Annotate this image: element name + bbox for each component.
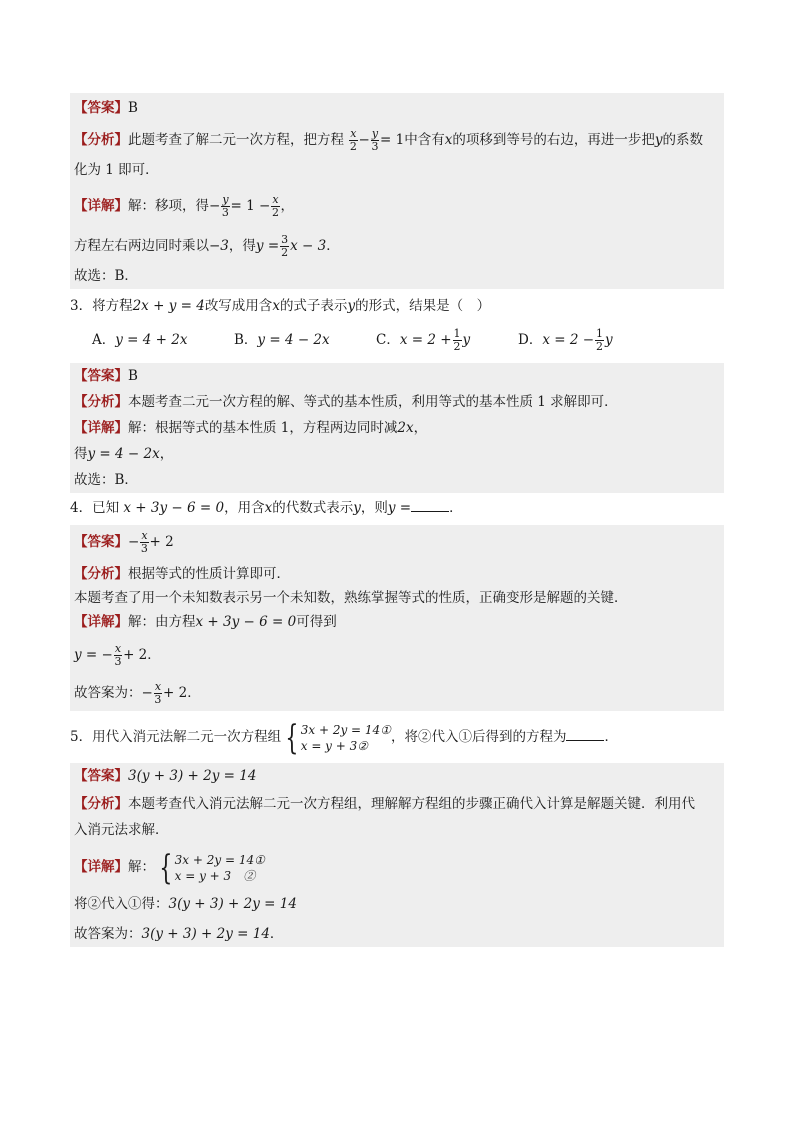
fraction: $\frac{1}{2}$ bbox=[596, 327, 604, 353]
equation-system: { 3x + 2y = 14① x = y + 3② bbox=[285, 717, 391, 758]
analysis-line-2: 本题考查了用一个未知数表示另一个未知数，熟练掌握等式的性质，正确变形是解题的关键． bbox=[74, 590, 628, 606]
fraction: $\frac{y}{3}$ bbox=[221, 193, 229, 219]
answer-line: 【答案】− $\frac{x}{3}$ + 2 bbox=[74, 529, 174, 555]
fraction: $\frac{x}{3}$ bbox=[154, 680, 162, 706]
equation-system: { 3x + 2y = 14① x = y + 3 ② bbox=[159, 847, 265, 888]
detail-line: 【详解】解：由方程x + 3y − 6 = 0可得到 bbox=[74, 614, 337, 630]
option-d: D．x = 2 − $\frac{1}{2}$ y bbox=[518, 327, 613, 353]
answer-line: 【答案】B bbox=[74, 368, 138, 384]
fraction: $\frac{x}{2}$ bbox=[349, 127, 357, 153]
result-line: y = − $\frac{x}{3}$ + 2． bbox=[74, 642, 161, 668]
result-line: 得y = 4 − 2x， bbox=[74, 446, 174, 462]
fraction: $\frac{x}{3}$ bbox=[114, 642, 122, 668]
question-3-stem: 3．将方程2x + y = 4改写成用含x的式子表示y的形式，结果是（ ） bbox=[70, 298, 491, 314]
fraction: $\frac{1}{2}$ bbox=[453, 327, 461, 353]
fraction: $\frac{x}{2}$ bbox=[271, 193, 279, 219]
analysis-line-2: 化为 1 即可． bbox=[74, 162, 159, 178]
question-4-stem: 4．已知 x + 3y − 6 = 0，用含x的代数式表示y，则y = ． bbox=[70, 500, 463, 516]
detail-line: 【详解】解：根据等式的基本性质 1，方程两边同时减2x， bbox=[74, 420, 428, 436]
question-5-stem: 5．用代入消元法解二元一次方程组 { 3x + 2y = 14① x = y + 3② ，将②代入①后得到的方程为 ． bbox=[70, 717, 618, 758]
detail-line: 【详解】解：移项，得− $\frac{y}{3}$ = 1 − $\frac{x}{2}$ ， bbox=[74, 193, 295, 219]
final-line: 故答案为：3(y + 3) + 2y = 14． bbox=[74, 926, 284, 942]
answer-line: 【答案】3(y + 3) + 2y = 14 bbox=[74, 768, 257, 784]
detail-line: 【详解】解： { 3x + 2y = 14① x = y + 3 ② bbox=[74, 847, 265, 888]
step-line: 方程左右两边同时乘以−3，得y = $\frac{3}{2}$ x − 3． bbox=[74, 233, 340, 259]
answer-tag: 【答案】 bbox=[74, 100, 128, 116]
choose-line: 故选：B． bbox=[74, 268, 138, 284]
solution-block-q3 bbox=[70, 363, 724, 493]
option-b: B．y = 4 − 2x bbox=[234, 332, 330, 348]
analysis-line: 【分析】根据等式的性质计算即可． bbox=[74, 566, 290, 582]
option-a: A．y = 4 + 2x bbox=[92, 332, 188, 348]
fraction: $\frac{x}{3}$ bbox=[140, 529, 148, 555]
fraction: $\frac{y}{3}$ bbox=[371, 127, 379, 153]
substitution-line: 将②代入①得：3(y + 3) + 2y = 14 bbox=[74, 896, 297, 912]
solution-block-q4 bbox=[70, 525, 724, 711]
final-line: 故答案为：− $\frac{x}{3}$ + 2． bbox=[74, 680, 201, 706]
answer-line bbox=[74, 97, 720, 119]
analysis-line: 【分析】本题考查代入消元法解二元一次方程组，理解解方程组的步骤正确代入计算是解题关键．利用代 bbox=[74, 796, 695, 812]
analysis-line: 【分析】本题考查二元一次方程的解、等式的基本性质，利用等式的基本性质 1 求解即可． bbox=[74, 394, 618, 410]
document-page bbox=[70, 93, 724, 947]
answer-blank bbox=[411, 499, 449, 512]
analysis-text: 此题考查了解二元一次方程，把方程 bbox=[128, 132, 344, 148]
analysis-line: 【分析】此题考查了解二元一次方程，把方程 $\frac{x}{2}$ − $\frac{y}{3}$ = 1中含有x的项移到等号的右边，再进一步把y的系数 bbox=[74, 127, 704, 153]
choose-line: 故选：B． bbox=[74, 472, 138, 488]
solution-block-q5 bbox=[70, 763, 724, 947]
question-3-options bbox=[70, 325, 724, 355]
analysis-line-2: 入消元法求解． bbox=[74, 822, 169, 838]
answer-blank bbox=[566, 728, 604, 741]
answer-value: B bbox=[128, 100, 138, 116]
fraction: $\frac{3}{2}$ bbox=[281, 233, 289, 259]
option-c: C．x = 2 + $\frac{1}{2}$ y bbox=[376, 327, 471, 353]
detail-tag: 【详解】 bbox=[74, 198, 128, 214]
analysis-tag: 【分析】 bbox=[74, 132, 128, 148]
solution-block-q2 bbox=[70, 93, 724, 289]
